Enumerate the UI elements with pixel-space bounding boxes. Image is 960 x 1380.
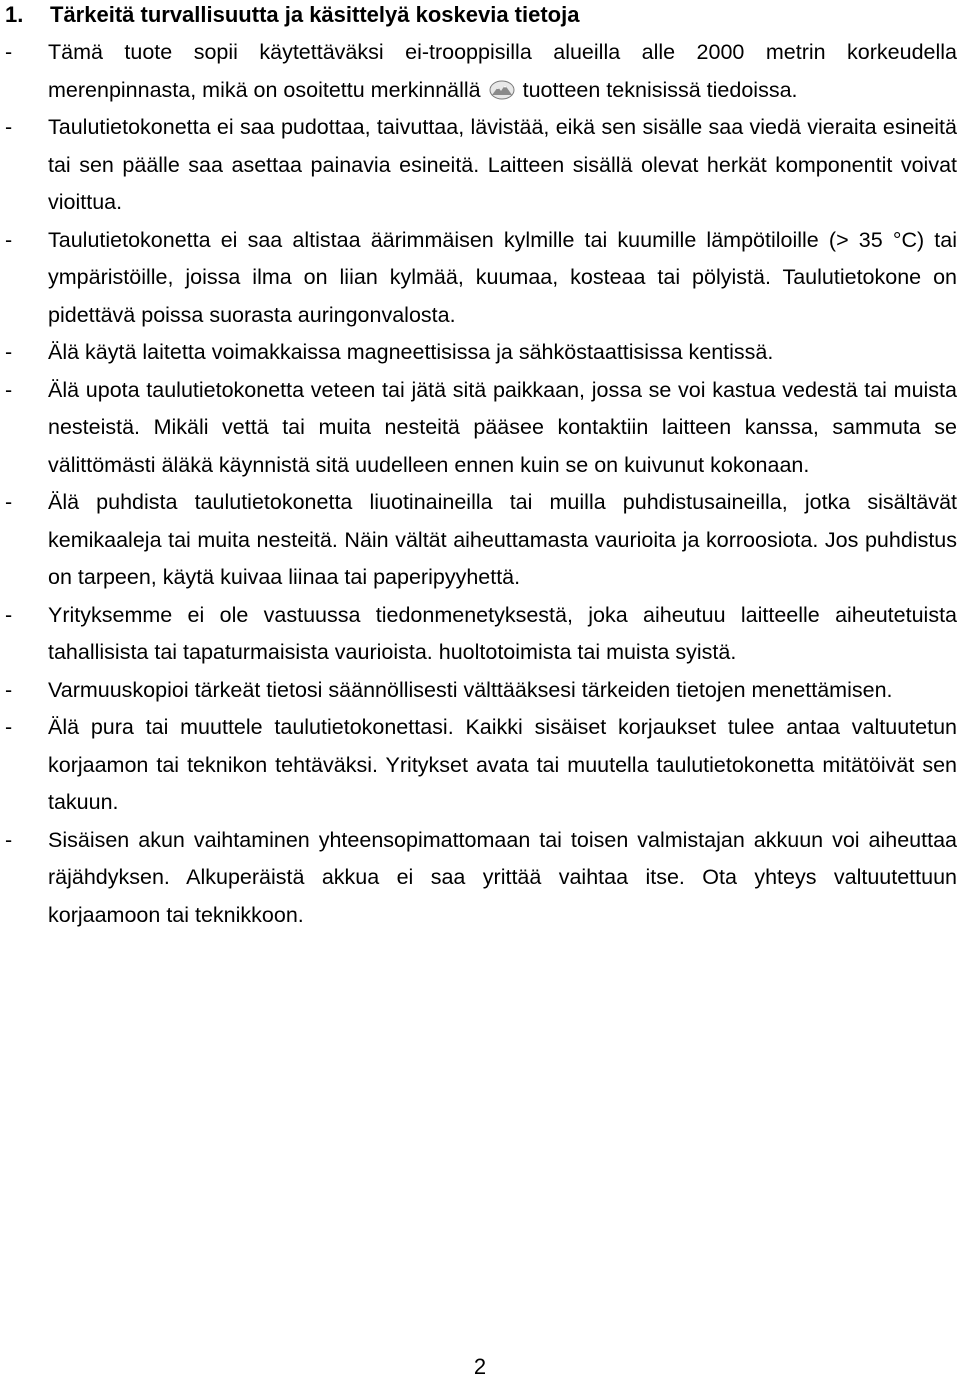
bullet-dash: - [5,40,13,64]
page-number: 2 [473,1354,487,1379]
list-item [5,222,957,335]
bullet-dash: - [5,602,13,627]
list-item-text: Taulutietokonetta ei saa altistaa äärimmäisen kylmille tai kuumille lämpötiloille (> 35 °C) tai ympäristöille, joissa ilma on liian kylmää, kuumaa, kosteaa tai pölyistä. Taulutietokone on pidettävä poissa suorasta auringonvalosta. [48,227,957,327]
list-item [5,334,957,372]
list-item-text: Yrityksemme ei ole vastuussa tiedonmenetyksestä, joka aiheutuu laitteelle aiheutetuista tahallisista tai tapaturmaisista vaurioista. huoltotoimista tai muista syistä. [48,602,957,664]
list-item-text-after-icon: tuotteen teknisissä tiedoissa. [522,77,798,102]
list-item [5,34,957,109]
list-item-text: Sisäisen akun vaihtaminen yhteensopimattomaan tai toisen valmistajan akkuun voi aiheuttaa räjähdyksen. Alkuperäistä akkua ei saa yrittää vaihtaa itse. Ota yhteys valtuutettuun korjaamoon tai teknikkoon. [48,827,957,927]
list-item-text-before-icon: Tämä tuote sopii käytettäväksi ei-trooppisilla alueilla alle 2000 metrin korkeudella merenpinnasta, mikä on osoitettu merkinnällä [48,40,957,102]
safety-list [5,34,957,934]
bullet-dash: - [5,340,13,364]
list-item-text: Älä pura tai muuttele taulutietokonettasi. Kaikki sisäiset korjaukset tulee antaa valtuutetun korjaamon tai teknikon tehtäväksi. Yritykset avata tai muutella taulutietokonetta mitätöivät sen takuun. [48,715,957,814]
bullet-dash: - [5,377,13,402]
list-item [5,484,957,597]
list-item [5,672,957,710]
list-item-text: Älä upota taulutietokonetta veteen tai jätä sitä paikkaan, jossa se voi kastua vedestä tai muista nesteistä. Mikäli vettä tai muita nesteitä pääsee kontaktiin laitteen kanssa, sammuta se välittömästi äläkä käynnistä sitä uudelleen ennen kuin se on kuivunut kokonaan. [48,377,957,477]
bullet-dash: - [5,227,13,252]
list-item-text [48,40,957,102]
list-item-text: Varmuuskopioi tärkeät tietosi säännöllisesti välttääksesi tärkeiden tietojen menettämisen. [48,677,893,702]
list-item-text: Älä puhdista taulutietokonetta liuotinaineilla tai muilla puhdistusaineilla, jotka sisältävät kemikaaleja tai muita nesteitä. Näin vältät aiheuttamasta vaurioita ja korroosiota. Jos puhdistus on tarpeen, käytä kuivaa liinaa tai paperipyyhettä. [48,490,957,589]
list-item [5,109,957,222]
bullet-dash: - [5,115,13,139]
list-item-text: Älä käytä laitetta voimakkaissa magneettisissa ja sähköstaattisissa kentissä. [48,340,774,364]
altitude-mountain-icon [489,75,515,95]
bullet-dash: - [5,677,13,702]
bullet-dash: - [5,715,13,739]
section-number: 1. [5,2,24,27]
list-item-text: Taulutietokonetta ei saa pudottaa, taivuttaa, lävistää, eikä sen sisälle saa viedä vieraita esineitä tai sen päälle saa asettaa painavia esineitä. Laitteen sisällä olevat herkät komponentit voivat vioittua. [48,115,957,214]
list-item [5,822,957,935]
list-item [5,372,957,485]
list-item [5,597,957,672]
section-title: Tärkeitä turvallisuutta ja käsittelyä koskevia tietoja [50,2,580,27]
bullet-dash: - [5,827,13,852]
list-item [5,709,957,822]
bullet-dash: - [5,490,13,514]
